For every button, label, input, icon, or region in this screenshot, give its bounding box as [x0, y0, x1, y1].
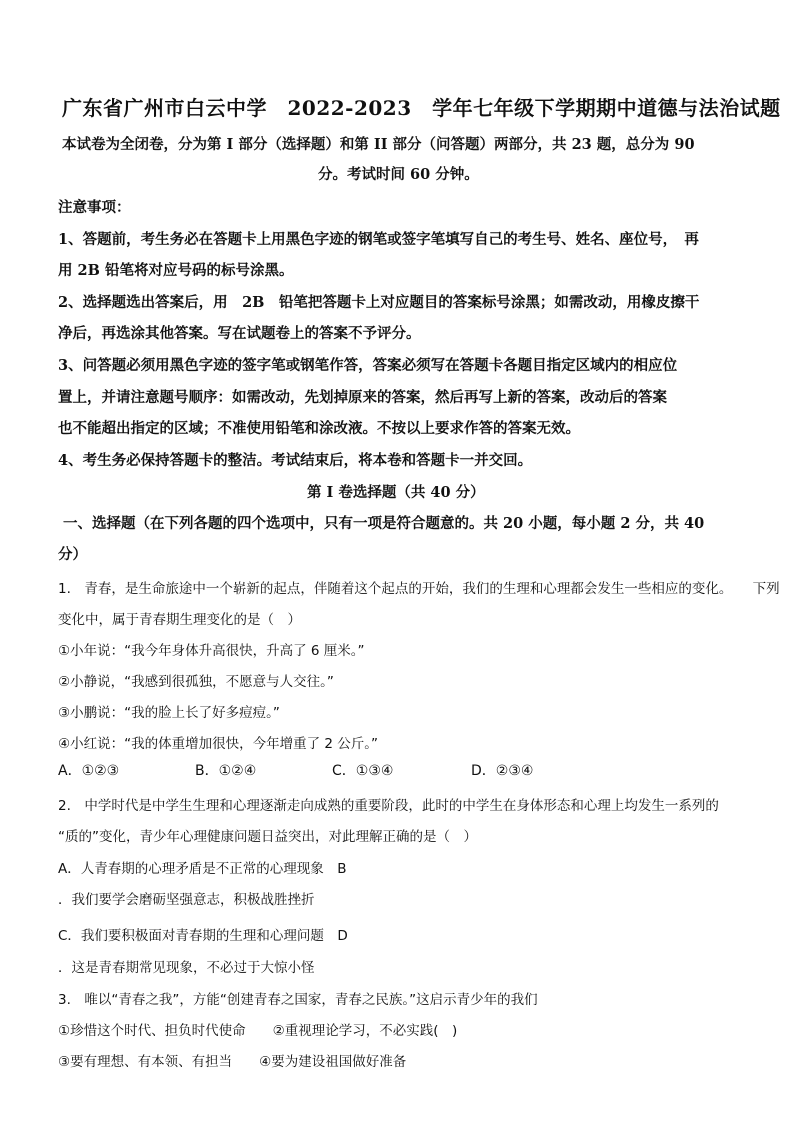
q1-item: ②小静说，“我感到很孤独，不愿意与人交往。” [58, 674, 334, 690]
part1-heading: 第 I 卷选择题（共 40 分） [307, 484, 485, 501]
q1-option-c: C．①③④ [332, 763, 394, 779]
notice-heading: 注意事项： [58, 199, 131, 216]
q1-option-a: A．①②③ [58, 763, 120, 779]
q2-line: C．我们要积极面对青春期的生理和心理问题 D [58, 928, 348, 944]
section-instructions-2: 分） [58, 546, 87, 563]
q1-option-d: D．②③④ [471, 763, 534, 779]
notice-line: 4、考生务必保持答题卡的整洁。考试结束后，将本卷和答题卡一并交回。 [58, 452, 533, 469]
q1-options [58, 760, 758, 782]
q2-stem-2: “质的”变化，青少年心理健康问题日益突出，对此理解正确的是（ ） [58, 829, 477, 845]
q2-stem-1: 2. 中学时代是中学生生理和心理逐渐走向成熟的重要阶段，此时的中学生在身体形态和心理上均发生一系列的 [58, 798, 719, 814]
exam-title: 广东省广州市白云中学 2022-2023 学年七年级下学期期中道德与法治试题 [62, 96, 781, 120]
notice-line: 1、答题前，考生务必在答题卡上用黑色字迹的钢笔或签字笔填写自己的考生号、姓名、座位号， 再 [58, 231, 699, 248]
q1-item: ③小鹏说：“我的脸上长了好多痘痘。” [58, 705, 280, 721]
q1-stem-1: 1. 青春，是生命旅途中一个崭新的起点，伴随着这个起点的开始，我们的生理和心理都会发生一些相应的变化。 下列 [58, 581, 780, 597]
q2-line: ．这是青春期常见现象，不必过于大惊小怪 [58, 960, 315, 976]
q1-item: ①小年说：“我今年身体升高很快，升高了 6 厘米。” [58, 643, 365, 659]
notice-line: 净后，再选涂其他答案。写在试题卷上的答案不予评分。 [58, 325, 421, 342]
q3-stem: 3. 唯以“青春之我”，方能“创建青春之国家，青春之民族。”这启示青少年的我们 [58, 992, 538, 1008]
q3-line-2: ③要有理想、有本领、有担当 ④要为建设祖国做好准备 [58, 1054, 407, 1070]
q2-line: A．人青春期的心理矛盾是不正常的心理现象 B [58, 861, 347, 877]
notice-line: 3、问答题必须用黑色字迹的签字笔或钢笔作答，答案必须写在答题卡各题目指定区域内的相应位 [58, 357, 678, 374]
q1-option-b: B．①②④ [195, 763, 257, 779]
intro-line-1: 本试卷为全闭卷，分为第 I 部分（选择题）和第 II 部分（问答题）两部分，共 23 题，总分为 90 [62, 136, 695, 153]
notice-line: 置上，并请注意题号顺序：如需改动，先划掉原来的答案，然后再写上新的答案，改动后的答案 [58, 389, 667, 406]
q1-stem-2: 变化中，属于青春期生理变化的是（ ） [58, 612, 301, 628]
q3-line-1: ①珍惜这个时代、担负时代使命 ②重视理论学习，不必实践( ) [58, 1023, 458, 1039]
notice-line: 2、选择题选出答案后，用 2B 铅笔把答题卡上对应题目的答案标号涂黑；如需改动，用橡皮擦干 [58, 294, 700, 311]
notice-line: 用 2B 铅笔将对应号码的标号涂黑。 [58, 262, 294, 279]
q2-line: ．我们要学会磨砺坚强意志，积极战胜挫折 [58, 892, 315, 908]
intro-line-2: 分。考试时间 60 分钟。 [318, 166, 479, 183]
notice-line: 也不能超出指定的区域；不准使用铅笔和涂改液。不按以上要求作答的答案无效。 [58, 420, 580, 437]
section-instructions-1: 一、选择题（在下列各题的四个选项中，只有一项是符合题意的。共 20 小题，每小题 2 分，共 40 [63, 515, 705, 532]
q1-item: ④小红说：“我的体重增加很快，今年增重了 2 公斤。” [58, 736, 379, 752]
